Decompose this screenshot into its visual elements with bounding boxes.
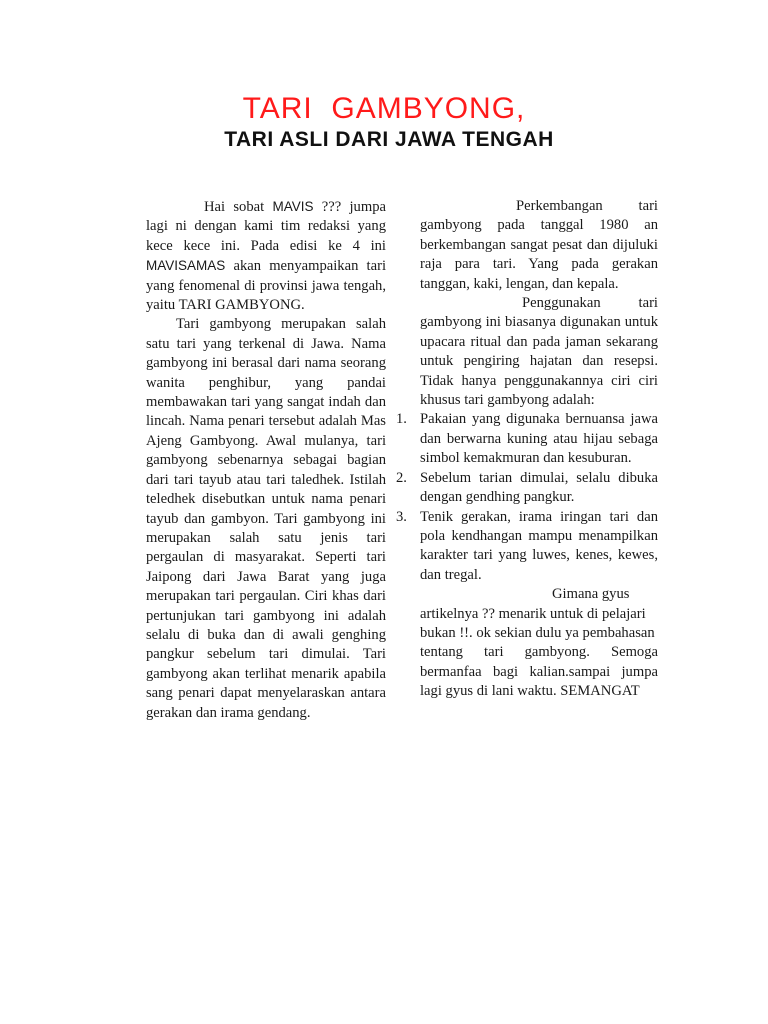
- left-column: [146, 197, 386, 723]
- closing-paragraph: Gimana gyus artikelnya ?? menarik untuk di pelajari bukan !!. ok sekian dulu ya pembahasan: [420, 586, 655, 641]
- list-item: [396, 410, 658, 468]
- usage-paragraph: Penggunakan tari gambyong ini biasanya digunakan untuk upacara ritual dan pada jaman sekarang untuk pengiring hajatan dan resepsi. Tidak hanya penggunakannya ciri ciri khusus tari gambyong adalah:: [420, 295, 658, 409]
- list-text: Pakaian yang digunaka bernuansa jawa dan berwarna kuning atau hijau sebaga simbol kemakmuran dan kesuburan.: [420, 411, 658, 467]
- list-text: Sebelum tarian dimulai, selalu dibuka dengan gendhing pangkur.: [420, 469, 658, 506]
- characteristics-list: [396, 410, 658, 585]
- list-number: 1.: [396, 411, 407, 428]
- list-number: 2.: [396, 469, 407, 486]
- closing-paragraph-end: tentang tari gambyong. Semoga bermanfaa bagi kalian.sampai jumpa lagi gyus di lani waktu. SEMANGAT: [420, 644, 658, 700]
- intro-paragraph: [146, 197, 386, 315]
- intro-greeting: Hai sobat: [204, 199, 273, 215]
- list-number: 3.: [396, 508, 407, 525]
- right-column: [396, 197, 658, 702]
- development-paragraph: Perkembangan tari gambyong pada tanggal 1980 an berkembangan sangat pesat dan dijuluki raja para tari. Yang pada gerakan tanggan, kaki, lengan, dan kepala.: [420, 198, 658, 292]
- history-paragraph: Tari gambyong merupakan salah satu tari yang terkenal di Jawa. Nama gambyong ini berasal dari nama seorang wanita penghibur, yang pandai membawakan tari yang sangat indah dan lincah. Nama penari tersebut adalah Mas Ajeng Gambyong. Awal mulanya, tari gambyong sebenarnya sebagai bagian dari tari tayub atau tari taledhek. Istilah teledhek disebutkan untuk nama penari tayub dan gambyon. Tari gambyong ini merupakan salah satu jenis tari pergaulan di masyarakat. Seperti tari Jaipong dari Jawa Barat yang juga merupakan tari pergaulan. Ciri khas dari pertunjukan tari gambyong ini adalah selalu di buka dan di awali genghing pangkur sebelum tari dimulai. Tari gambyong akan terlihat menarik apabila sang penari dapat menyelaraskan antara gerakan dan irama gendang.: [146, 316, 386, 721]
- intro-mavis: MAVIS: [272, 199, 314, 214]
- intro-text-end: akan menyampaikan tari yang fenomenal di provinsi jawa tengah, yaitu TARI GAMBYONG.: [146, 258, 386, 314]
- list-item: [396, 469, 658, 508]
- intro-mavisamas: MAVISAMAS: [146, 258, 226, 274]
- intro-text: ??? jumpa lagi ni dengan kami tim redaksi yang kece kece ini. Pada edisi ke 4 ini: [146, 199, 386, 254]
- list-item: [396, 508, 658, 586]
- list-text: Tenik gerakan, irama iringan tari dan pola kendhangan mampu menampilkan karakter tari yang luwes, kenes, kewes, dan tregal.: [420, 508, 658, 583]
- article-subtitle: TARI ASLI DARI JAWA TENGAH: [224, 128, 554, 151]
- article-title: TARI GAMBYONG,: [242, 92, 526, 125]
